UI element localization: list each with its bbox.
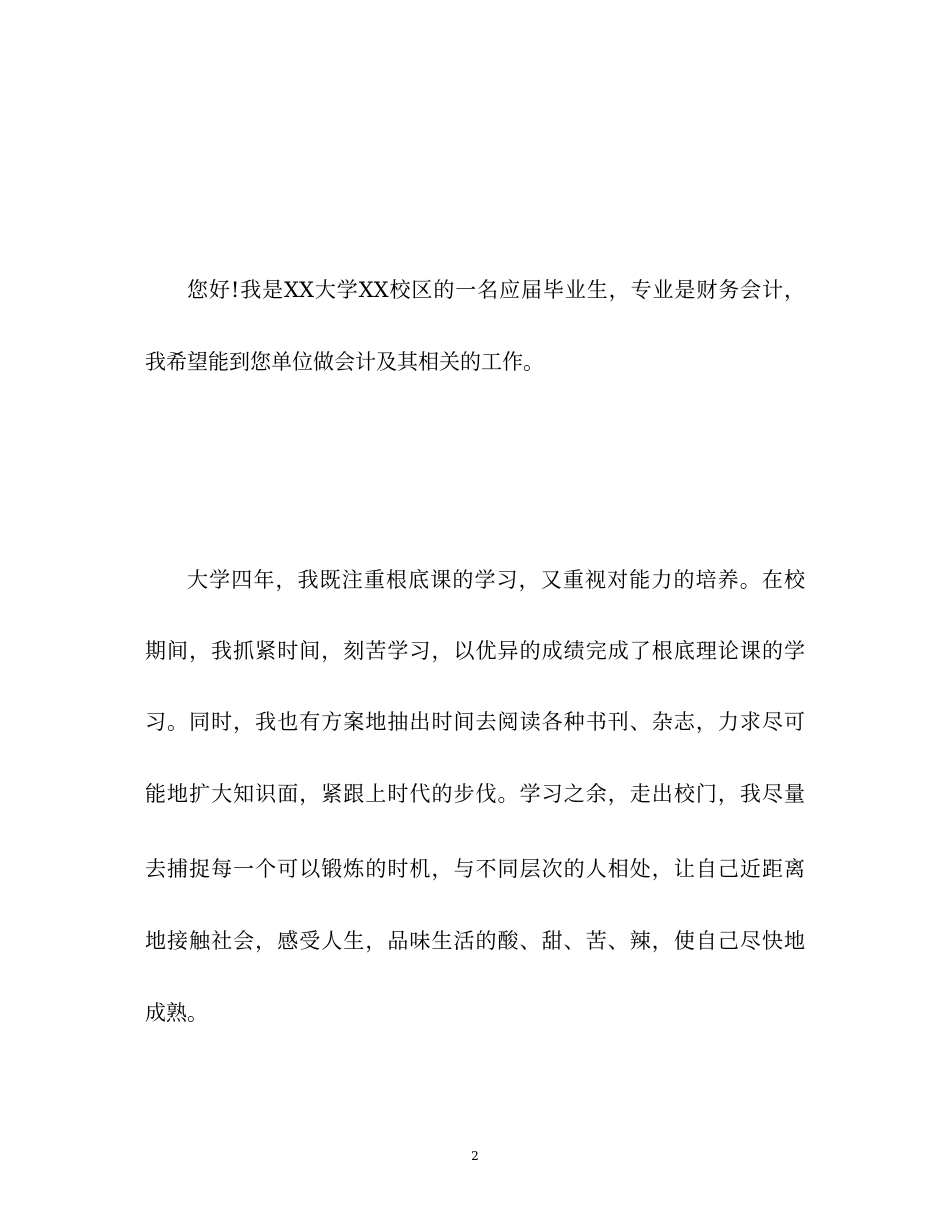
paragraph-2-line-5: 去捕捉每一个可以锻炼的时机，与不同层次的人相处，让自己近距离 [145, 857, 805, 881]
paragraph-2-line-2: 期间，我抓紧时间，刻苦学习，以优异的成绩完成了根底理论课的学 [145, 639, 805, 663]
paragraph-2-line-1: 大学四年，我既注重根底课的学习，又重视对能力的培养。在校 [187, 568, 805, 592]
paragraph-2-line-4: 能地扩大知识面，紧跟上时代的步伐。学习之余，走出校门，我尽量 [145, 782, 805, 806]
paragraph-2-line-6: 地接触社会，感受人生，品味生活的酸、甜、苦、辣，使自己尽快地 [145, 929, 805, 953]
paragraph-1-line-1: 您好!我是XX大学XX校区的一名应届毕业生，专业是财务会计， [187, 278, 805, 302]
paragraph-1-line-2: 我希望能到您单位做会计及其相关的工作。 [145, 350, 544, 374]
page-number: 2 [471, 1149, 479, 1163]
paragraph-2-line-3: 习。同时，我也有方案地抽出时间去阅读各种书刊、杂志，力求尽可 [145, 710, 805, 734]
paragraph-2-line-7: 成熟。 [145, 1001, 208, 1025]
